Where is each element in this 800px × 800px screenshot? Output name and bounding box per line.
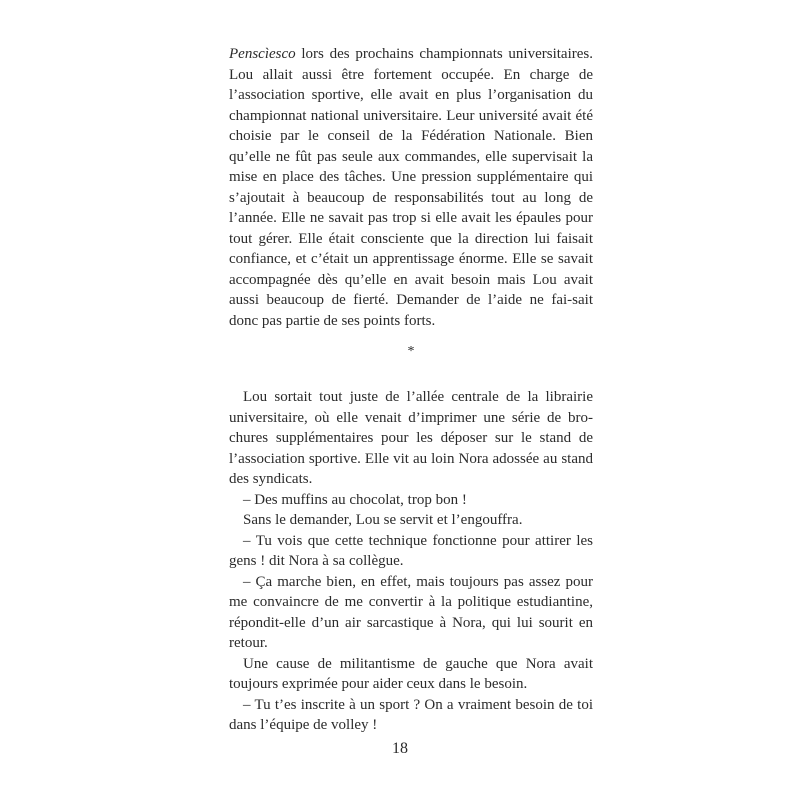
section-two bbox=[229, 387, 593, 736]
paragraph: Sans le demander, Lou se servit et l’engouffra. bbox=[243, 512, 523, 528]
paragraph: Une cause de militantisme de gauche que Nora avait toujours exprimée pour aider ceux dans le besoin. bbox=[229, 655, 593, 692]
paragraph-opening bbox=[229, 44, 593, 331]
page-number: 18 bbox=[392, 740, 408, 757]
dialogue-line: – Tu t’es inscrite à un sport ? On a vraiment besoin de toi dans l’équipe de volley ! bbox=[229, 696, 593, 733]
dialogue-line: – Des muffins au chocolat, trop bon ! bbox=[243, 491, 467, 508]
book-page bbox=[229, 44, 593, 733]
dialogue-line: – Ça marche bien, en effet, mais toujours pas assez pour me convaincre de me convertir à la politique estudiantine, répondit-elle d’un air sarcastique à Nora, qui lui sourit en retour. bbox=[229, 573, 593, 651]
scene-break-asterisk: * bbox=[407, 344, 415, 359]
dialogue-line: – Tu vois que cette technique fonctionne pour attirer les gens ! dit Nora à sa collègue. bbox=[229, 532, 593, 569]
paragraph-text: lors des prochains championnats universitaires. Lou allait aussi être fortement occupée. En charge de l’association sportive, elle avait en plus l’organisation du championnat national universitaire. Leur université avait été choisie par le conseil de la Fédération Nationale. Bien qu’elle ne fût pas seule aux commandes, elle supervisait la mise en place des tâches. Une pression supplémentaire qui s’ajoutait à beaucoup de responsabilités tout au long de l’année. Elle ne savait pas trop si elle avait les épaules pour tout gérer. Elle était consciente que la direction lui faisait confiance, et c’était un apprentissage énorme. Elle se savait accompagnée dès qu’elle en avait besoin mais Lou avait aussi beaucoup de fierté. Demander de l’aide ne fai-sait donc pas partie de ses points forts. bbox=[229, 46, 593, 329]
paragraph: Lou sortait tout juste de l’allée centrale de la librairie universitaire, où elle venait d’imprimer une série de bro-chures supplémentaires pour les déposer sur le stand de l’association sportive. Elle vit au loin Nora adossée au stand des syndicats. bbox=[229, 389, 593, 487]
italic-name: Penscìesco bbox=[229, 46, 296, 62]
